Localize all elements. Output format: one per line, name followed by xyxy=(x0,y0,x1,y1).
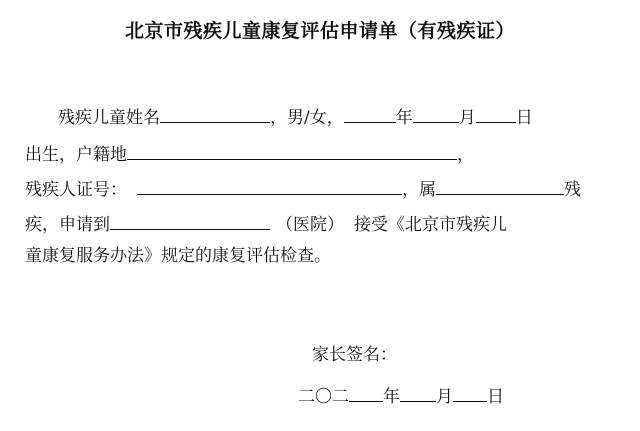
household-field[interactable] xyxy=(127,142,457,160)
year-label: 年 xyxy=(395,108,413,128)
hospital-field[interactable] xyxy=(110,212,270,230)
cert-number-field[interactable] xyxy=(137,177,402,195)
accept-label: 接受《北京市残疾儿 xyxy=(354,215,507,235)
regulation-text: 童康复服务办法》规定的康复评估检查。 xyxy=(25,246,331,266)
day-label: 日 xyxy=(515,108,533,128)
sign-month-label: 月 xyxy=(436,387,453,407)
birth-household-label: 出生，户籍地 xyxy=(25,145,127,165)
sign-year-field[interactable] xyxy=(349,384,383,402)
sign-day-field[interactable] xyxy=(453,384,487,402)
disability-type-field[interactable] xyxy=(436,177,564,195)
form-line-1 xyxy=(58,105,533,129)
disability-char-1: 残 xyxy=(564,180,581,200)
page-title: 北京市残疾儿童康复评估申请单（有残疾证） xyxy=(124,20,515,42)
child-name-label: 残疾儿童姓名 xyxy=(58,108,160,128)
sign-year-label: 年 xyxy=(383,387,400,407)
date-prefix: 二〇二 xyxy=(298,387,349,407)
belong-label: ，属 xyxy=(402,180,436,200)
apply-label: 疾，申请到 xyxy=(25,215,110,235)
gender-label: ，男/女， xyxy=(270,108,344,128)
month-label: 月 xyxy=(458,108,476,128)
cert-number-label: 残疾人证号： xyxy=(25,180,127,200)
form-line-5 xyxy=(25,245,331,267)
birth-year-field[interactable] xyxy=(344,105,396,123)
hospital-label: （医院） xyxy=(276,215,344,235)
child-name-field[interactable] xyxy=(160,105,270,123)
sign-day-label: 日 xyxy=(487,387,504,407)
birth-day-field[interactable] xyxy=(476,105,516,123)
birth-month-field[interactable] xyxy=(413,105,459,123)
sign-month-field[interactable] xyxy=(400,384,436,402)
form-line-2 xyxy=(25,142,474,166)
form-line-3 xyxy=(25,177,581,201)
comma: ， xyxy=(457,145,474,165)
form-line-4 xyxy=(25,212,507,236)
signature-date xyxy=(298,384,504,408)
parent-signature-label: 家长签名： xyxy=(312,345,397,365)
